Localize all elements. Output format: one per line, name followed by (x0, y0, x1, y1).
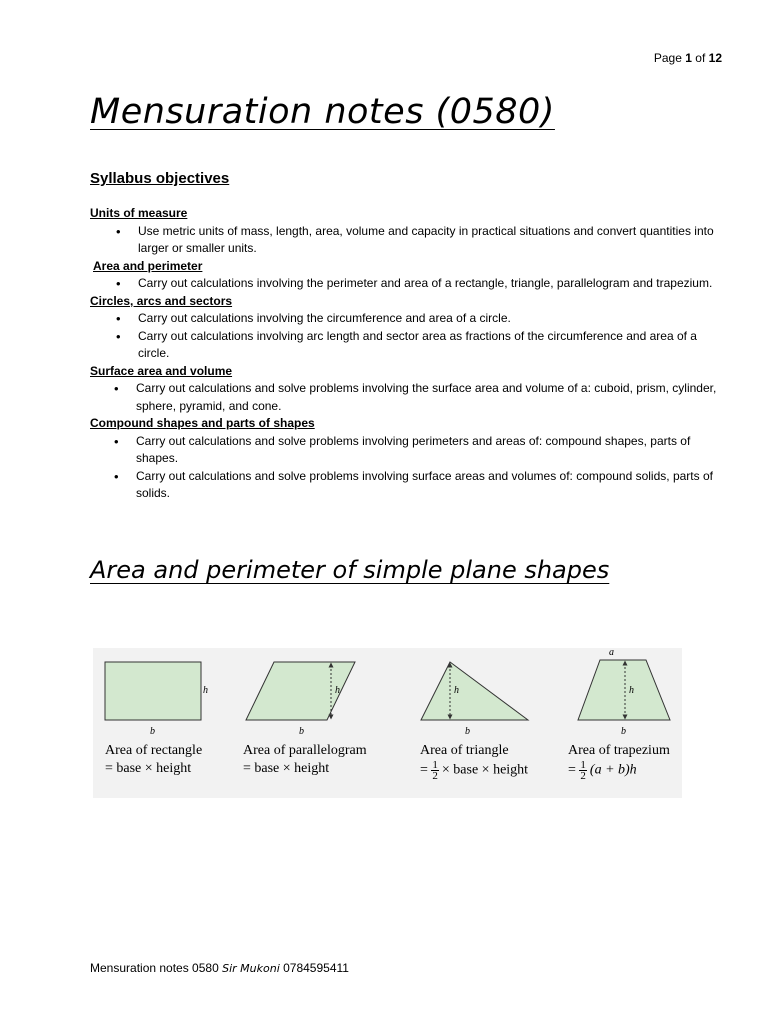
list-item: • Carry out calculations involving the perimeter and area of a rectangle, triangle, parallelogram and trapezium. (90, 275, 730, 293)
objective-heading-circles: Circles, arcs and sectors (90, 293, 233, 308)
document-title: Mensuration notes (0580) (90, 92, 555, 132)
trapezium-shape (578, 660, 670, 720)
rectangle-b-label: b (150, 726, 155, 737)
triangle-name: Area of triangle (420, 743, 509, 758)
trapezium-b-label: b (621, 726, 626, 737)
parallelogram-name: Area of parallelogram (243, 743, 367, 758)
shapes-figure (93, 648, 682, 798)
triangle-h-label: h (454, 685, 459, 696)
trapezium-h-label: h (629, 685, 634, 696)
triangle-prefix: = (420, 762, 428, 778)
objective-list-units (90, 223, 730, 258)
objective-list-area (90, 275, 730, 293)
objective-heading-units: Units of measure (90, 206, 188, 220)
triangle-b-label: b (465, 726, 470, 737)
rectangle-caption (105, 742, 202, 778)
fraction-denominator: 2 (580, 770, 586, 782)
parallelogram-h-label: h (335, 685, 340, 696)
fraction-denominator: 2 (432, 770, 438, 782)
triangle-caption (420, 742, 528, 781)
list-item: • Carry out calculations involving arc length and sector area as fractions of the circumference and area of a circle. (90, 328, 730, 363)
trapezium-prefix: = (568, 762, 576, 778)
objective-heading-compound: Compound shapes and parts of shapes (90, 416, 315, 430)
page-footer (90, 961, 349, 975)
objective-list-surface (90, 380, 730, 415)
page-number: Page 1 of 12 (653, 51, 722, 65)
one-half-fraction (431, 760, 439, 781)
fraction-numerator: 1 (580, 759, 586, 771)
objective-heading-area: Area and perimeter (93, 258, 203, 273)
rectangle-shape (105, 662, 201, 720)
objective-heading-surface: Surface area and volume (90, 363, 233, 378)
triangle-formula (420, 760, 528, 781)
trapezium-formula (568, 760, 670, 781)
rectangle-h-label: h (203, 685, 208, 696)
parallelogram-b-label: b (299, 726, 304, 737)
list-item: • Use metric units of mass, length, area, volume and capacity in practical situations and convert quantities into larger or smaller units. (90, 223, 730, 258)
trapezium-name: Area of trapezium (568, 743, 670, 758)
trapezium-a-label: a (609, 648, 614, 658)
parallelogram-caption (243, 742, 367, 778)
syllabus-heading: Syllabus objectives (90, 170, 230, 187)
section-title: Area and perimeter of simple plane shapes (90, 556, 610, 584)
list-item: • Carry out calculations involving the circumference and area of a circle. (90, 310, 730, 328)
trapezium-caption (568, 742, 670, 781)
footer-text: Mensuration notes 0580 (90, 961, 219, 975)
footer-author: Sir Mukoni (222, 962, 280, 975)
list-item: • Carry out calculations and solve problems involving perimeters and areas of: compound shapes, parts of shapes. (90, 433, 730, 468)
rectangle-formula: = base × height (105, 761, 192, 776)
rectangle-name: Area of rectangle (105, 743, 203, 758)
triangle-formula-text: × base × height (441, 762, 529, 778)
list-item: • Carry out calculations and solve problems involving the surface area and volume of a: cuboid, prism, cylinder, sphere, pyramid, and cone. (90, 380, 730, 415)
syllabus-objectives (90, 205, 730, 503)
triangle-shape (421, 662, 528, 720)
fraction-numerator: 1 (432, 759, 438, 771)
footer-phone: 0784595411 (283, 961, 349, 975)
parallelogram-formula: = base × height (243, 761, 330, 776)
objective-list-circles (90, 310, 730, 363)
trapezium-formula-text: (a + b)h (589, 762, 637, 778)
list-item: • Carry out calculations and solve problems involving surface areas and volumes of: compound solids, parts of solids. (90, 468, 730, 503)
one-half-fraction (579, 760, 587, 781)
objective-list-compound (90, 433, 730, 503)
